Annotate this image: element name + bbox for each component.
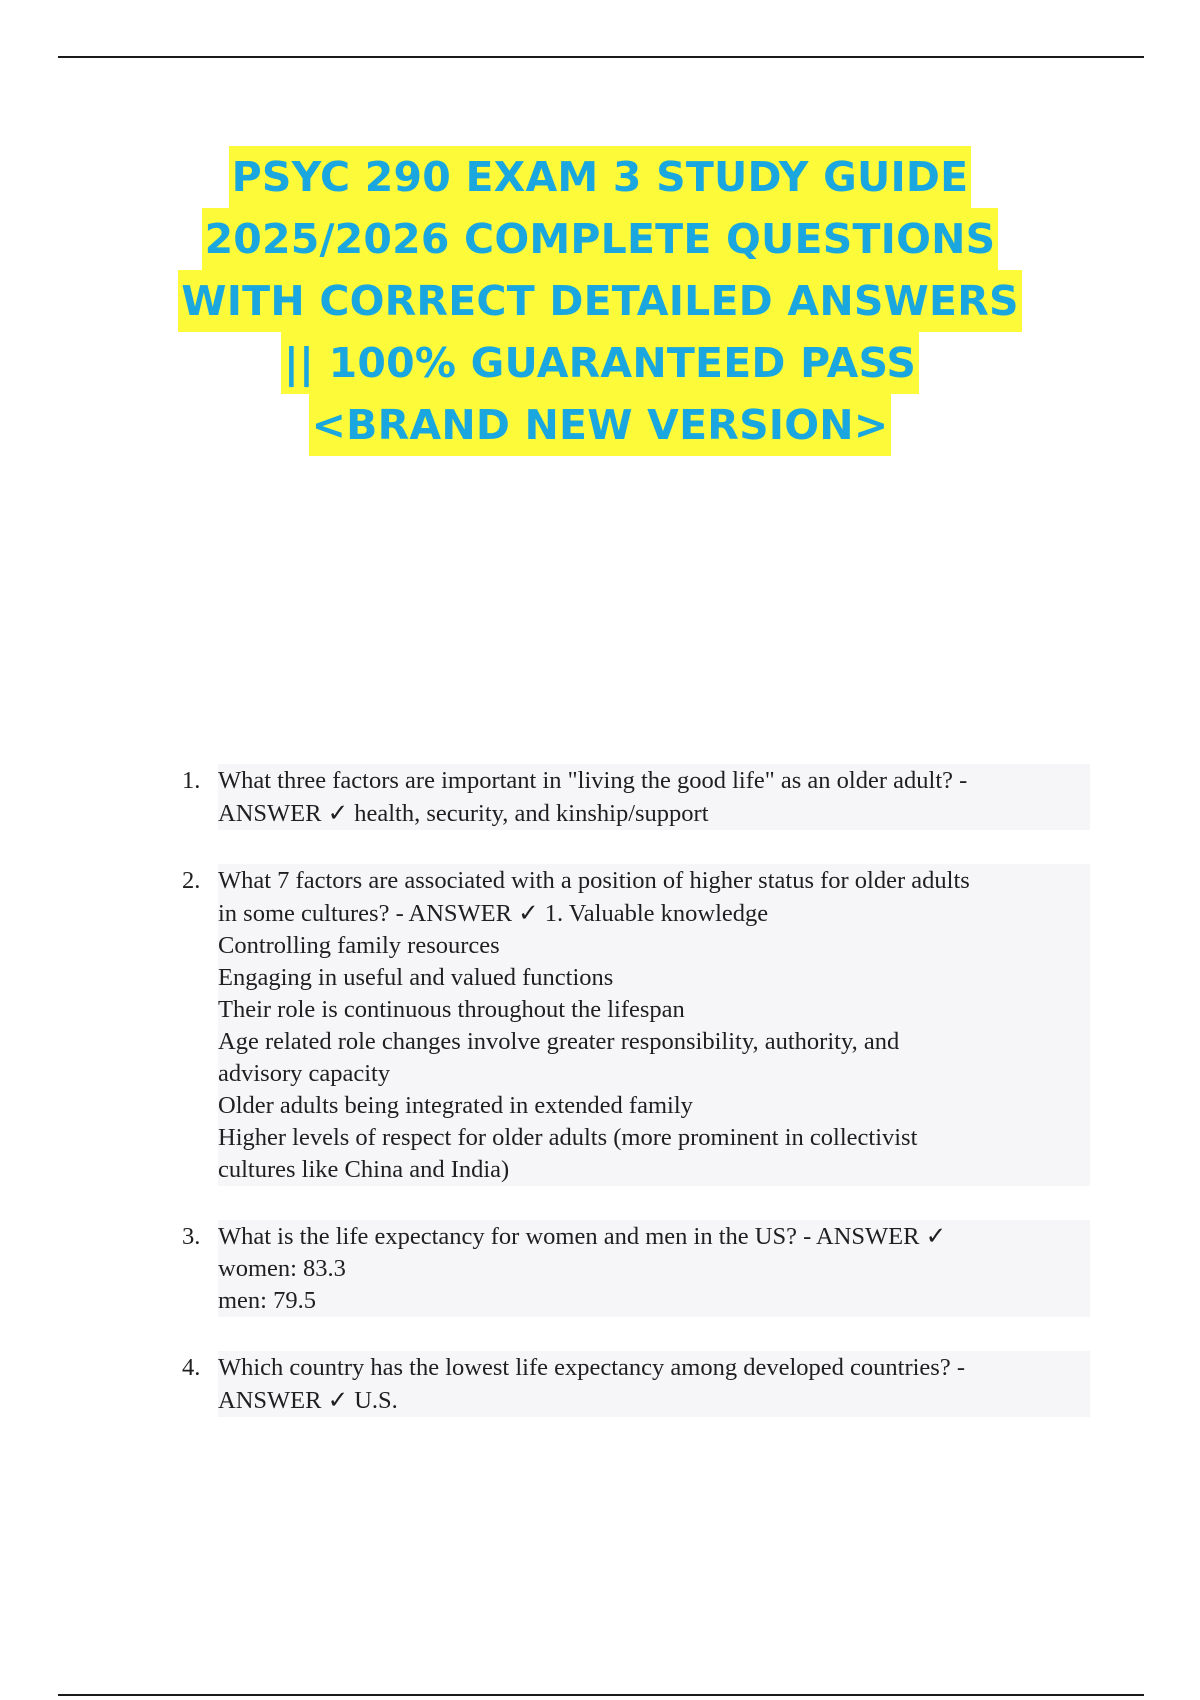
answer-line: advisory capacity (218, 1060, 391, 1087)
question-item-3 (170, 1220, 1090, 1317)
answer-line: Their role is continuous throughout the lifespan (218, 996, 685, 1023)
title-line: || 100% GUARANTEED PASS (0, 332, 1200, 394)
document-title (0, 146, 1200, 456)
question-text (218, 764, 1090, 830)
question-item-1 (170, 764, 1090, 830)
question-number: 3. (182, 1223, 201, 1250)
title-line: 2025/2026 COMPLETE QUESTIONS (0, 208, 1200, 270)
answer-line: cultures like China and India) (218, 1156, 510, 1183)
answer-line: ANSWER ✓ health, security, and kinship/support (218, 800, 709, 827)
question-item-4 (170, 1351, 1090, 1417)
question-text (218, 864, 1090, 1186)
question-text (218, 1220, 1090, 1317)
answer-line: men: 79.5 (218, 1287, 316, 1314)
answer-line: women: 83.3 (218, 1255, 346, 1282)
answer-line: Older adults being integrated in extended family (218, 1092, 693, 1119)
question-number: 1. (182, 767, 201, 794)
answer-line: Higher levels of respect for older adults (more prominent in collectivist (218, 1124, 918, 1151)
answer-line: ANSWER ✓ U.S. (218, 1387, 398, 1414)
answer-line: Age related role changes involve greater responsibility, authority, and (218, 1028, 900, 1055)
question-line: What 7 factors are associated with a position of higher status for older adults (218, 867, 970, 894)
top-rule (58, 56, 1144, 58)
question-item-2 (170, 864, 1090, 1186)
question-line: Which country has the lowest life expectancy among developed countries? - (218, 1354, 965, 1381)
answer-line: Engaging in useful and valued functions (218, 964, 614, 991)
title-line: PSYC 290 EXAM 3 STUDY GUIDE (0, 146, 1200, 208)
answer-line: in some cultures? - ANSWER ✓ 1. Valuable knowledge (218, 900, 769, 927)
question-list (170, 764, 1090, 1417)
question-number: 2. (182, 867, 201, 894)
answer-line: Controlling family resources (218, 932, 500, 959)
question-line: What three factors are important in "living the good life" as an older adult? - (218, 767, 968, 794)
title-line: WITH CORRECT DETAILED ANSWERS (0, 270, 1200, 332)
question-text (218, 1351, 1090, 1417)
question-number: 4. (182, 1354, 201, 1381)
bottom-rule (58, 1694, 1144, 1696)
title-line: <BRAND NEW VERSION> (0, 394, 1200, 456)
question-line: What is the life expectancy for women and men in the US? - ANSWER ✓ (218, 1223, 947, 1250)
